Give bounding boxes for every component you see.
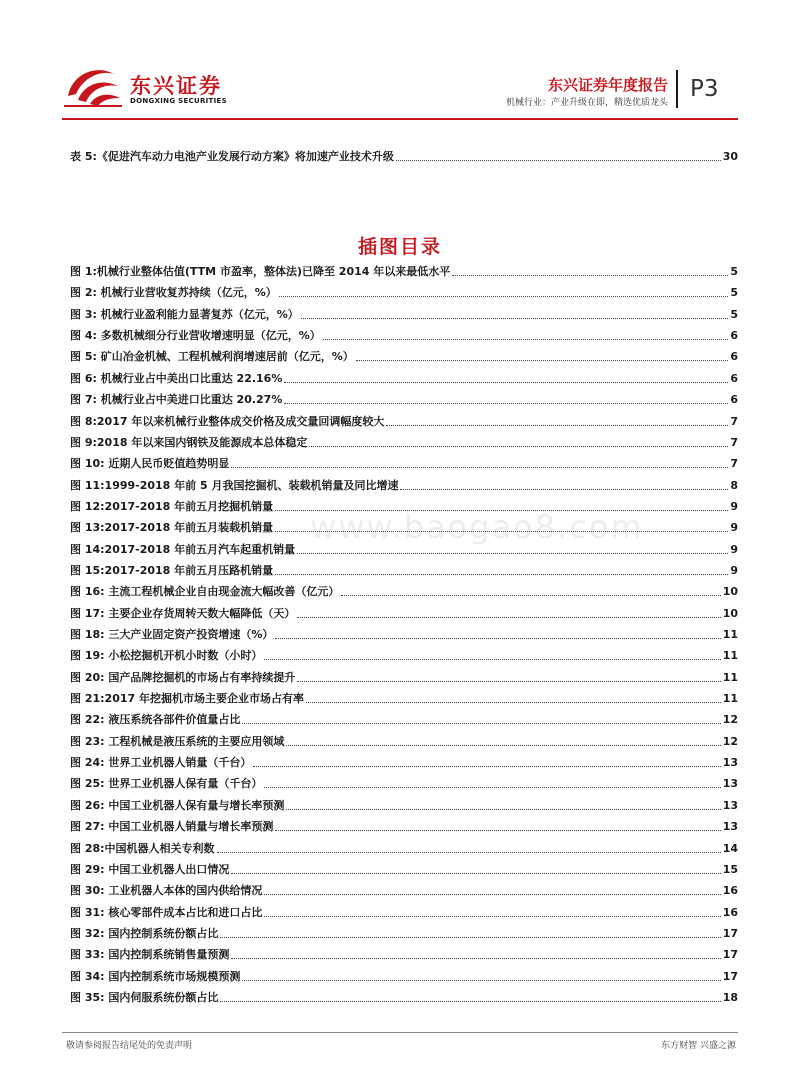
toc-entry-page: 6	[730, 329, 738, 343]
toc-entry-label: 图 11:1999-2018 年前 5 月我国挖掘机、装载机销量及同比增速	[70, 478, 399, 492]
toc-entry[interactable]	[70, 927, 738, 941]
toc-leader	[217, 851, 721, 853]
watermark: www.baogao8.com	[310, 508, 644, 546]
header-rule	[62, 118, 738, 120]
toc-entry-page: 9	[730, 563, 738, 577]
toc-entry-label: 图 31: 核心零部件成本占比和进口占比	[70, 905, 263, 919]
toc-entry[interactable]	[70, 777, 738, 791]
toc-entry[interactable]	[70, 479, 738, 493]
dongxing-logo-icon	[62, 60, 124, 110]
toc-entry[interactable]	[70, 265, 738, 279]
toc-entry-page: 17	[722, 969, 738, 983]
toc-entry-label: 图 28:中国机器人相关专利数	[70, 841, 215, 855]
brand-name: 东兴证券	[130, 74, 222, 98]
toc-entry-page: 9	[730, 499, 738, 513]
toc-entry-page: 9	[730, 521, 738, 535]
toc-entry-page: 6	[730, 393, 738, 407]
toc-entry-label: 图 9:2018 年以来国内钢铁及能源成本总体稳定	[70, 435, 308, 449]
toc-leader	[297, 680, 720, 682]
page-number: P3	[690, 76, 719, 102]
toc-leader	[341, 594, 720, 596]
toc-entry-page: 15	[722, 862, 738, 876]
toc-entry-label: 图 24: 世界工业机器人销量（千台）	[70, 756, 252, 770]
footer-rule	[62, 1032, 738, 1033]
toc-entry[interactable]	[70, 150, 738, 164]
toc-entry-label: 图 19: 小松挖掘机开机小时数（小时）	[70, 649, 263, 663]
toc-entry-label: 图 29: 中国工业机器人出口情况	[70, 862, 230, 876]
toc-entry-page: 10	[722, 606, 738, 620]
toc-leader	[452, 274, 728, 276]
toc-entry-page: 30	[722, 150, 738, 163]
toc-leader	[242, 722, 720, 724]
toc-entry-label: 图 4: 多数机械细分行业营收增速明显（亿元，%）	[70, 329, 321, 343]
toc-leader	[284, 381, 728, 383]
toc-entry-page: 17	[722, 926, 738, 940]
toc-entry[interactable]	[70, 820, 738, 834]
toc-entry[interactable]	[70, 991, 738, 1005]
toc-entry-label: 图 30: 工业机器人本体的国内供给情况	[70, 884, 263, 898]
toc-entry[interactable]	[70, 436, 738, 450]
toc-entry[interactable]	[70, 585, 738, 599]
toc-entry-label: 图 3: 机械行业盈利能力显著复苏（亿元，%）	[70, 307, 299, 321]
toc-entry[interactable]	[70, 884, 738, 898]
toc-leader	[400, 488, 728, 490]
toc-entry-page: 13	[722, 777, 738, 791]
toc-entry-page: 13	[722, 820, 738, 834]
toc-entry-label: 图 16: 主流工程机械企业自由现金流大幅改善（亿元）	[70, 585, 340, 599]
toc-entry-label: 图 26: 中国工业机器人保有量与增长率预测	[70, 798, 285, 812]
toc-leader	[286, 744, 720, 746]
toc-entry-label: 图 21:2017 年挖掘机市场主要企业市场占有率	[70, 692, 304, 705]
toc-entry-page: 5	[730, 286, 738, 300]
toc-entry-label: 图 22: 液压系统各部件价值量占比	[70, 713, 241, 727]
toc-entry-label: 图 35: 国内伺服系统份额占比	[70, 990, 219, 1004]
toc-entry-page: 14	[722, 841, 738, 855]
toc-entry[interactable]	[70, 842, 738, 856]
toc-entry[interactable]	[70, 799, 738, 813]
toc-entry-label: 图 23: 工程机械是液压系统的主要应用领域	[70, 734, 285, 748]
toc-entry-page: 16	[722, 905, 738, 919]
toc-entry[interactable]	[70, 649, 738, 663]
toc-leader	[286, 808, 720, 810]
toc-entry-page: 18	[722, 990, 738, 1004]
toc-leader	[386, 424, 728, 426]
toc-leader	[275, 573, 728, 575]
toc-entry-label: 图 13:2017-2018 年前五月装载机销量	[70, 521, 274, 535]
toc-entry[interactable]	[70, 564, 738, 578]
toc-entry-label: 表 5:《促进汽车动力电池产业发展行动方案》将加速产业技术升级	[70, 150, 394, 163]
toc-entry-page: 13	[722, 756, 738, 770]
toc-leader	[356, 359, 729, 361]
toc-entry[interactable]	[70, 372, 738, 386]
toc-entry-label: 图 10: 近期人民币贬值趋势明显	[70, 457, 230, 471]
toc-entry-label: 图 14:2017-2018 年前五月汽车起重机销量	[70, 542, 296, 556]
toc-entry-page: 8	[730, 478, 738, 492]
toc-leader	[297, 616, 720, 618]
toc-entry-page: 9	[730, 542, 738, 556]
toc-entry-page: 5	[730, 307, 738, 321]
report-subtitle: 机械行业：产业升级在即，精选优质龙头	[505, 98, 668, 108]
toc-entry[interactable]	[70, 756, 738, 770]
toc-entry-page: 12	[722, 734, 738, 748]
section-title: 插图目录	[357, 236, 442, 258]
toc-leader	[231, 466, 728, 468]
toc-entry[interactable]	[70, 457, 738, 471]
toc-leader	[253, 765, 720, 767]
toc-leader	[275, 637, 720, 639]
toc-entry-page: 17	[722, 948, 738, 962]
toc-leader	[264, 915, 720, 917]
toc-leader	[297, 552, 728, 554]
toc-leader	[284, 402, 728, 404]
toc-entry[interactable]	[70, 308, 738, 322]
toc-entry[interactable]	[70, 671, 738, 685]
toc-entry[interactable]	[70, 713, 738, 727]
toc-entry-label: 图 5: 矿山冶金机械、工程机械利润增速居前（亿元，%）	[70, 350, 354, 364]
toc-leader	[323, 338, 729, 340]
toc-entry-page: 5	[730, 265, 738, 278]
toc-entry-label: 图 17: 主要企业存货周转天数大幅降低（天）	[70, 606, 296, 620]
toc-entry-label: 图 15:2017-2018 年前五月压路机销量	[70, 563, 274, 577]
toc-entry-page: 7	[730, 414, 738, 428]
toc-leader	[306, 701, 721, 703]
toc-entry[interactable]	[70, 628, 738, 642]
toc-entry-label: 图 2: 机械行业营收复苏持续（亿元，%）	[70, 286, 277, 300]
toc-entry-label: 图 32: 国内控制系统份额占比	[70, 926, 219, 940]
toc-entry[interactable]	[70, 863, 738, 877]
toc-entry[interactable]	[70, 350, 738, 364]
toc-entry-label: 图 34: 国内控制系统市场规模预测	[70, 969, 241, 983]
toc-entry-label: 图 33: 国内控制系统销售量预测	[70, 948, 230, 962]
toc-leader	[264, 786, 720, 788]
toc-entry-label: 图 12:2017-2018 年前五月挖掘机销量	[70, 499, 274, 513]
toc-entry-label: 图 1:机械行业整体估值(TTM 市盈率，整体法)已降至 2014 年以来最低水平	[70, 265, 451, 278]
footer-disclaimer: 敬请参阅报告结尾处的免责声明	[66, 1041, 193, 1051]
toc-leader	[264, 658, 720, 660]
toc-entry-page: 11	[722, 670, 738, 684]
toc-entry-label: 图 18: 三大产业固定资产投资增速（%）	[70, 628, 274, 641]
toc-leader	[220, 936, 720, 938]
toc-leader	[275, 829, 720, 831]
toc-leader	[220, 1000, 720, 1002]
toc-entry-page: 7	[730, 457, 738, 471]
toc-entry[interactable]	[70, 415, 738, 429]
toc-leader	[231, 957, 720, 959]
toc-entry-label: 图 25: 世界工业机器人保有量（千台）	[70, 777, 263, 791]
toc-entry[interactable]	[70, 735, 738, 749]
toc-entry[interactable]	[70, 286, 738, 300]
toc-entry[interactable]	[70, 692, 738, 706]
toc-entry-label: 图 7: 机械行业占中美进口比重达 20.27%	[70, 393, 283, 407]
toc-leader	[396, 159, 721, 161]
toc-entry-label: 图 6: 机械行业占中美出口比重达 22.16%	[70, 371, 283, 385]
toc-entry-label: 图 8:2017 年以来机械行业整体成交价格及成交量回调幅度较大	[70, 414, 385, 428]
toc-leader	[309, 445, 728, 447]
toc-entry-page: 16	[722, 884, 738, 898]
toc-entry-page: 6	[730, 350, 738, 364]
toc-entry[interactable]	[70, 607, 738, 621]
toc-entry-page: 11	[722, 628, 738, 641]
footer-slogan: 东方财智 兴盛之源	[661, 1041, 736, 1051]
toc-leader	[279, 295, 729, 297]
toc-leader	[242, 979, 720, 981]
toc-entry-page: 10	[722, 585, 738, 599]
toc-entry-page: 12	[722, 713, 738, 727]
toc-entry-page: 11	[722, 649, 738, 663]
header-divider	[676, 70, 678, 108]
toc-entry[interactable]	[70, 948, 738, 962]
toc-entry[interactable]	[70, 393, 738, 407]
toc-entry-page: 7	[730, 435, 738, 449]
page-header	[0, 0, 800, 122]
brand-name-english: DONGXING SECURITIES	[130, 97, 227, 105]
toc-entry-page: 6	[730, 371, 738, 385]
toc-leader	[301, 317, 729, 319]
toc-entry-page: 11	[722, 692, 738, 705]
toc-entry[interactable]	[70, 906, 738, 920]
toc-entry-page: 13	[722, 798, 738, 812]
toc-entry[interactable]	[70, 329, 738, 343]
toc-entry[interactable]	[70, 970, 738, 984]
toc-leader	[231, 872, 720, 874]
toc-leader	[264, 893, 720, 895]
toc-entry-label: 图 20: 国产品牌挖掘机的市场占有率持续提升	[70, 670, 296, 684]
toc-entry-label: 图 27: 中国工业机器人销量与增长率预测	[70, 820, 274, 834]
report-title: 东兴证券年度报告	[547, 76, 668, 94]
